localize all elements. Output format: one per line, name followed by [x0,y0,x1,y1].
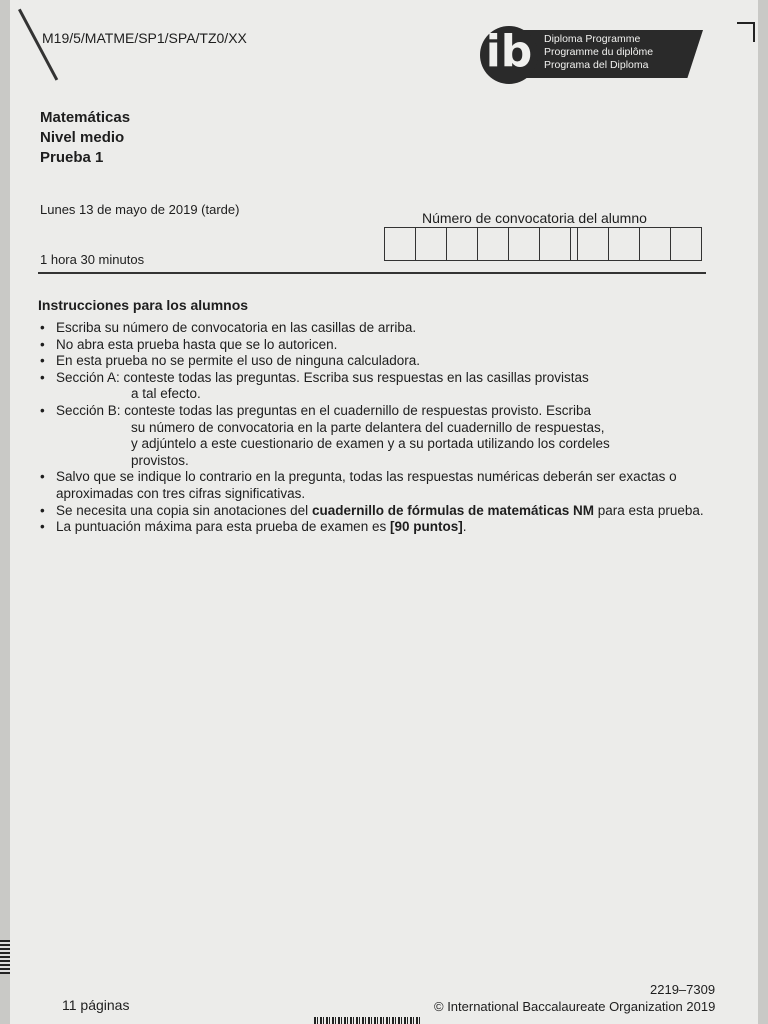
candidate-digit-box[interactable] [478,228,509,260]
instruction-text: Sección B: conteste todas las preguntas en el cuadernillo de respuestas provisto. Escriba [56,402,592,418]
exam-duration: 1 hora 30 minutos [40,252,145,267]
max-points: [90 puntos] [389,519,463,535]
formula-booklet-name: cuadernillo de fórmulas de matemáticas NM [311,502,595,518]
instruction-item [38,469,718,502]
instruction-text: La puntuación máxima para esta prueba de examen es [56,519,390,535]
logo-text [544,33,653,72]
logo-line-fr: Programme du diplôme [544,46,654,58]
subject-name: Matemáticas [40,109,131,126]
candidate-number-boxes [384,227,702,261]
instruction-item [38,320,718,337]
instruction-text: Sección A: conteste todas las preguntas. Escriba sus respuestas en las casillas provistas [56,369,589,385]
instructions-list [38,320,718,536]
candidate-number-label: Número de convocatoria del alumno [422,210,647,226]
corner-crop-mark [737,22,755,42]
candidate-digit-box[interactable] [609,228,640,260]
exam-cover-page [10,0,758,1024]
instruction-item [38,370,718,403]
copyright-notice: © International Baccalaureate Organization 2019 [434,999,716,1014]
candidate-digit-box[interactable] [671,228,701,260]
subject-level: Nivel medio [40,129,125,146]
logo-line-en: Diploma Programme [544,33,641,45]
instruction-item [38,503,718,520]
instruction-continuation: provistos. [131,452,189,468]
ib-logo [480,26,705,84]
header-divider [38,272,706,274]
instruction-item [38,353,718,370]
ib-logo-icon: ib [480,26,538,84]
instruction-text: En esta prueba no se permite el uso de ninguna calculadora. [56,353,420,369]
paper-number: Prueba 1 [40,149,104,166]
paper-code: 2219–7309 [650,982,716,997]
instruction-continuation: y adjúntelo a este cuestionario de examen y a su portada utilizando los cordeles [131,436,610,452]
candidate-digit-box[interactable] [640,228,671,260]
exam-date: Lunes 13 de mayo de 2019 (tarde) [40,202,240,217]
instruction-text: Salvo que se indique lo contrario en la pregunta, todas las respuestas numéricas deberán ser exactas o aproximadas con tres cifras significativas. [56,469,677,501]
instruction-text: para esta prueba. [594,502,704,518]
instruction-continuation: su número de convocatoria en la parte delantera del cuadernillo de respuestas, [131,419,605,435]
instruction-text: . [462,519,467,535]
candidate-digit-box[interactable] [540,228,571,260]
qr-code-icon [0,940,10,974]
instruction-item [38,403,718,469]
logo-line-es: Programa del Diploma [544,59,649,71]
instruction-text: No abra esta prueba hasta que se lo autoricen. [56,336,338,352]
instructions-title: Instrucciones para los alumnos [38,297,249,313]
candidate-digit-box[interactable] [509,228,540,260]
instruction-item [38,519,718,536]
subject-block [40,108,130,168]
candidate-digit-box[interactable] [385,228,416,260]
candidate-digit-box[interactable] [416,228,447,260]
barcode [314,1017,422,1024]
instruction-text: Se necesita una copia sin anotaciones del [56,502,312,518]
instruction-continuation: a tal efecto. [131,386,201,402]
candidate-digit-box[interactable] [447,228,478,260]
page-count: 11 páginas [62,997,130,1013]
paper-reference-code: M19/5/MATME/SP1/SPA/TZ0/XX [42,30,247,46]
candidate-digit-box[interactable] [577,228,609,260]
instruction-item [38,337,718,354]
instruction-text: Escriba su número de convocatoria en las casillas de arriba. [56,320,417,335]
